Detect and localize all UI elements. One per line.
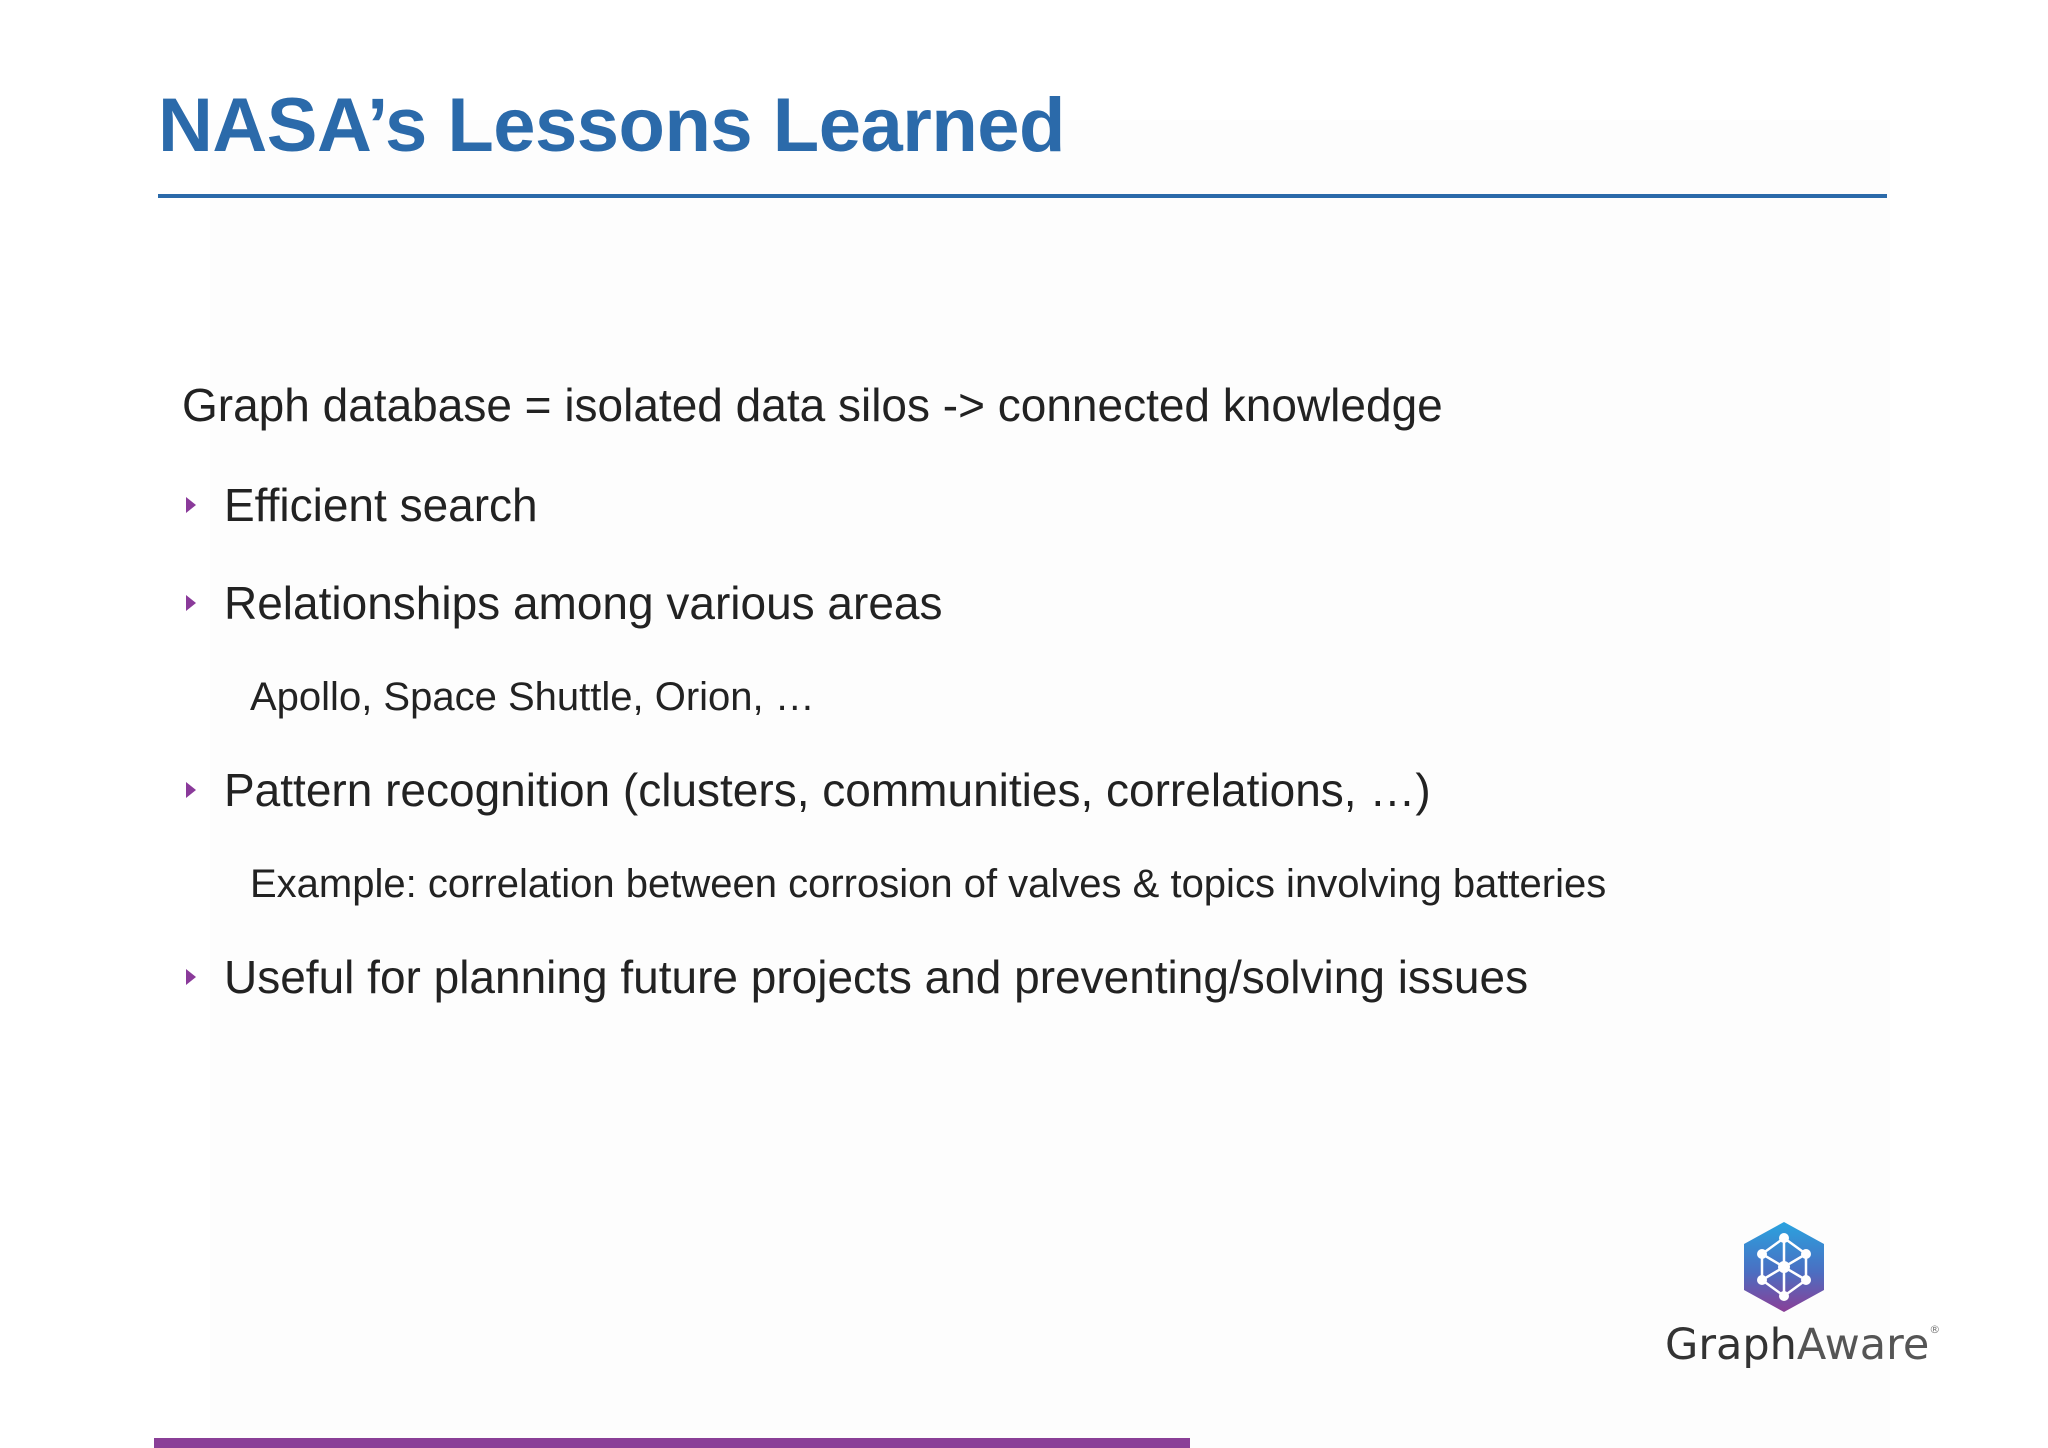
graphaware-logo: [1660, 1220, 1941, 1380]
triangle-bullet-icon: [186, 782, 196, 798]
bullet-text: Useful for planning future projects and preventing/solving issues: [224, 951, 1529, 1003]
sub-point: Example: correlation between corrosion of valves & topics involving batteries: [250, 862, 1607, 906]
sub-point: Apollo, Space Shuttle, Orion, …: [250, 675, 815, 719]
logo-wordmark-graph: Graph: [1665, 1320, 1797, 1370]
bullet-text: Pattern recognition (clusters, communities, correlations, …): [224, 764, 1431, 816]
registered-mark: ®: [1929, 1323, 1941, 1336]
bullet-text: Relationships among various areas: [224, 577, 943, 629]
bullet-text: Efficient search: [224, 479, 538, 531]
logo-wordmark-aware: Aware: [1796, 1320, 1930, 1370]
lead-statement: Graph database = isolated data silos -> connected knowledge: [182, 379, 1443, 431]
slide-title: NASA’s Lessons Learned: [158, 83, 1065, 168]
triangle-bullet-icon: [186, 595, 196, 611]
triangle-bullet-icon: [186, 969, 196, 985]
triangle-bullet-icon: [186, 497, 196, 513]
logo-wordmark: [1665, 1320, 1941, 1370]
graph-network-hexagon-icon: [1742, 1220, 1826, 1314]
footer-accent-bar: [154, 1438, 1190, 1448]
title-divider: [158, 194, 1887, 198]
